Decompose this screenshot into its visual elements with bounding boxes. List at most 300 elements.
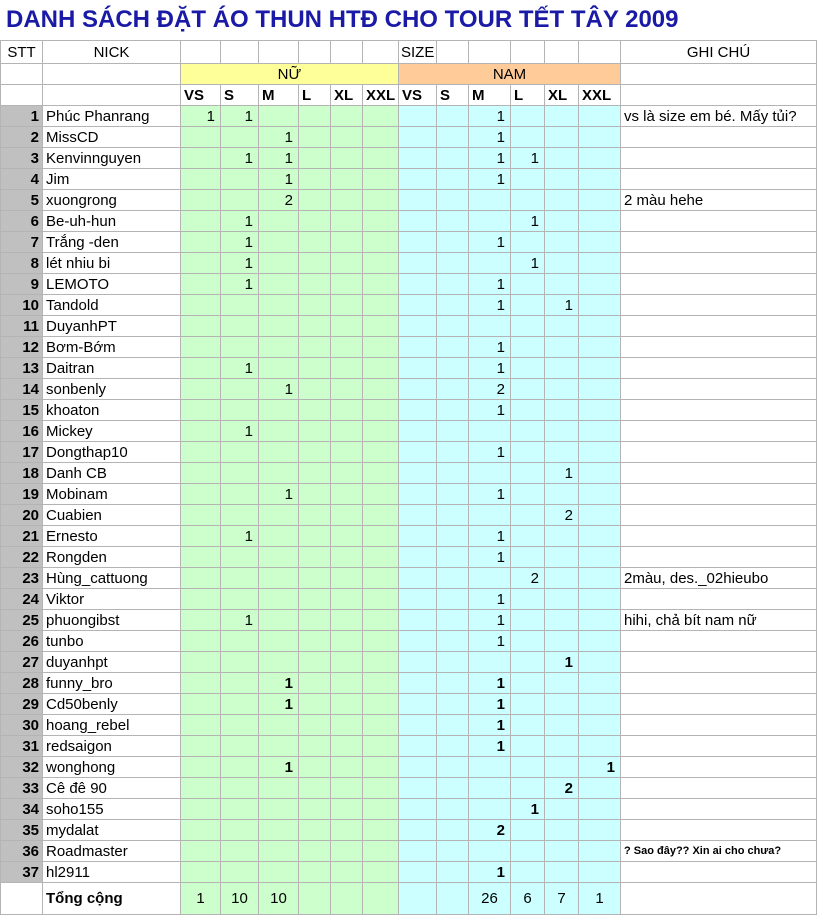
qty-nam-l bbox=[511, 463, 545, 484]
table-row bbox=[1, 736, 817, 757]
table-row bbox=[1, 358, 817, 379]
nick-cell: Tandold bbox=[43, 295, 181, 316]
row-number: 11 bbox=[1, 316, 43, 337]
qty-nu-xxl bbox=[363, 127, 399, 148]
row-number: 22 bbox=[1, 547, 43, 568]
qty-nu-m bbox=[259, 841, 299, 862]
qty-nam-vs bbox=[399, 169, 437, 190]
table-row bbox=[1, 463, 817, 484]
qty-nam-xl bbox=[545, 715, 579, 736]
qty-nu-xxl bbox=[363, 526, 399, 547]
qty-nam-m: 1 bbox=[469, 631, 511, 652]
qty-nam-xl: 1 bbox=[545, 295, 579, 316]
qty-nu-vs bbox=[181, 190, 221, 211]
qty-nam-l bbox=[511, 505, 545, 526]
qty-nu-m bbox=[259, 547, 299, 568]
qty-nu-m bbox=[259, 862, 299, 883]
qty-nam-xxl bbox=[579, 106, 621, 127]
qty-nam-xxl bbox=[579, 232, 621, 253]
qty-nu-s bbox=[221, 631, 259, 652]
nick-cell: mydalat bbox=[43, 820, 181, 841]
qty-nu-m bbox=[259, 526, 299, 547]
qty-nu-m: 1 bbox=[259, 757, 299, 778]
nick-cell: Trắng -den bbox=[43, 232, 181, 253]
qty-nu-m bbox=[259, 337, 299, 358]
qty-nu-m bbox=[259, 736, 299, 757]
qty-nam-s bbox=[437, 736, 469, 757]
row-number: 24 bbox=[1, 589, 43, 610]
qty-nam-vs bbox=[399, 106, 437, 127]
qty-nu-m: 1 bbox=[259, 127, 299, 148]
qty-nu-s bbox=[221, 652, 259, 673]
qty-nam-xxl bbox=[579, 211, 621, 232]
table-row bbox=[1, 232, 817, 253]
qty-nam-xl bbox=[545, 862, 579, 883]
qty-nu-m bbox=[259, 400, 299, 421]
qty-nam-xl bbox=[545, 526, 579, 547]
qty-nu-xxl bbox=[363, 694, 399, 715]
qty-nam-l bbox=[511, 400, 545, 421]
qty-nam-s bbox=[437, 652, 469, 673]
qty-nam-xl bbox=[545, 253, 579, 274]
table-row bbox=[1, 253, 817, 274]
qty-nam-xl bbox=[545, 610, 579, 631]
note-cell: ? Sao đây?? Xin ai cho chưa? bbox=[621, 841, 817, 862]
qty-nam-m: 1 bbox=[469, 337, 511, 358]
note-cell bbox=[621, 442, 817, 463]
qty-nam-xxl bbox=[579, 631, 621, 652]
qty-nu-l bbox=[299, 589, 331, 610]
qty-nu-l bbox=[299, 610, 331, 631]
qty-nu-xl bbox=[331, 316, 363, 337]
qty-nam-m: 1 bbox=[469, 484, 511, 505]
qty-nam-s bbox=[437, 379, 469, 400]
qty-nam-xl bbox=[545, 736, 579, 757]
qty-nam-l bbox=[511, 484, 545, 505]
qty-nu-vs bbox=[181, 862, 221, 883]
qty-nu-xl bbox=[331, 295, 363, 316]
qty-nu-xl bbox=[331, 211, 363, 232]
qty-nu-xxl bbox=[363, 232, 399, 253]
nick-cell: Cd50benly bbox=[43, 694, 181, 715]
qty-nu-xl bbox=[331, 841, 363, 862]
row-number: 5 bbox=[1, 190, 43, 211]
nick-cell: Jim bbox=[43, 169, 181, 190]
row-number: 20 bbox=[1, 505, 43, 526]
qty-nam-l bbox=[511, 631, 545, 652]
qty-nu-xl bbox=[331, 547, 363, 568]
note-cell bbox=[621, 127, 817, 148]
note-cell bbox=[621, 232, 817, 253]
qty-nam-s bbox=[437, 316, 469, 337]
qty-nam-xxl bbox=[579, 715, 621, 736]
qty-nam-m bbox=[469, 841, 511, 862]
qty-nu-s bbox=[221, 673, 259, 694]
qty-nam-xl bbox=[545, 820, 579, 841]
table-row bbox=[1, 316, 817, 337]
table-row bbox=[1, 295, 817, 316]
qty-nu-s bbox=[221, 484, 259, 505]
qty-nu-m bbox=[259, 295, 299, 316]
qty-nu-l bbox=[299, 148, 331, 169]
qty-nu-xxl bbox=[363, 589, 399, 610]
table-row bbox=[1, 400, 817, 421]
qty-nam-l bbox=[511, 841, 545, 862]
qty-nu-xl bbox=[331, 253, 363, 274]
qty-nam-l bbox=[511, 589, 545, 610]
qty-nu-s bbox=[221, 295, 259, 316]
qty-nu-xxl bbox=[363, 253, 399, 274]
total-nam-m: 26 bbox=[469, 883, 511, 915]
note-cell bbox=[621, 379, 817, 400]
qty-nu-xxl bbox=[363, 862, 399, 883]
qty-nam-l: 2 bbox=[511, 568, 545, 589]
table-row bbox=[1, 379, 817, 400]
qty-nam-vs bbox=[399, 316, 437, 337]
qty-nam-vs bbox=[399, 526, 437, 547]
note-cell: hihi, chả bít nam nữ bbox=[621, 610, 817, 631]
qty-nam-m bbox=[469, 757, 511, 778]
qty-nu-s bbox=[221, 169, 259, 190]
qty-nu-l bbox=[299, 232, 331, 253]
table-row bbox=[1, 547, 817, 568]
qty-nam-xxl bbox=[579, 736, 621, 757]
qty-nu-m: 1 bbox=[259, 379, 299, 400]
qty-nam-m: 1 bbox=[469, 127, 511, 148]
note-cell bbox=[621, 799, 817, 820]
qty-nu-s bbox=[221, 568, 259, 589]
qty-nam-xxl bbox=[579, 652, 621, 673]
qty-nam-l bbox=[511, 316, 545, 337]
qty-nam-xl bbox=[545, 841, 579, 862]
qty-nam-l bbox=[511, 106, 545, 127]
table-row bbox=[1, 694, 817, 715]
row-number: 25 bbox=[1, 610, 43, 631]
qty-nu-s: 1 bbox=[221, 274, 259, 295]
nick-cell: Mobinam bbox=[43, 484, 181, 505]
sheet-title: DANH SÁCH ĐẶT ÁO THUN HTĐ CHO TOUR TẾT TÂY 2009 bbox=[6, 6, 679, 33]
note-cell bbox=[621, 463, 817, 484]
nick-cell: Phúc Phanrang bbox=[43, 106, 181, 127]
qty-nam-m bbox=[469, 778, 511, 799]
nick-cell: Viktor bbox=[43, 589, 181, 610]
row-number: 1 bbox=[1, 106, 43, 127]
qty-nu-s bbox=[221, 694, 259, 715]
nick-cell: Rongden bbox=[43, 547, 181, 568]
qty-nam-xl: 2 bbox=[545, 778, 579, 799]
qty-nam-s bbox=[437, 232, 469, 253]
nick-cell: LEMOTO bbox=[43, 274, 181, 295]
qty-nu-xl bbox=[331, 715, 363, 736]
qty-nam-s bbox=[437, 421, 469, 442]
qty-nu-xxl bbox=[363, 358, 399, 379]
qty-nam-xxl bbox=[579, 841, 621, 862]
qty-nam-m: 2 bbox=[469, 379, 511, 400]
qty-nu-l bbox=[299, 736, 331, 757]
qty-nam-xxl bbox=[579, 799, 621, 820]
qty-nam-l bbox=[511, 337, 545, 358]
row-number: 35 bbox=[1, 820, 43, 841]
qty-nam-m bbox=[469, 652, 511, 673]
qty-nu-m: 1 bbox=[259, 484, 299, 505]
table-row bbox=[1, 526, 817, 547]
total-nu-s: 10 bbox=[221, 883, 259, 915]
qty-nam-vs bbox=[399, 862, 437, 883]
table-row bbox=[1, 148, 817, 169]
row-number: 8 bbox=[1, 253, 43, 274]
qty-nu-xl bbox=[331, 757, 363, 778]
qty-nam-s bbox=[437, 862, 469, 883]
qty-nu-m bbox=[259, 274, 299, 295]
table-row bbox=[1, 862, 817, 883]
nick-cell: Dongthap10 bbox=[43, 442, 181, 463]
qty-nu-s bbox=[221, 547, 259, 568]
qty-nu-l bbox=[299, 631, 331, 652]
qty-nam-s bbox=[437, 127, 469, 148]
qty-nam-xxl bbox=[579, 253, 621, 274]
table-row bbox=[1, 652, 817, 673]
qty-nam-s bbox=[437, 799, 469, 820]
qty-nu-xxl bbox=[363, 463, 399, 484]
qty-nam-xl bbox=[545, 358, 579, 379]
qty-nam-s bbox=[437, 358, 469, 379]
qty-nu-xxl bbox=[363, 169, 399, 190]
qty-nam-xl: 1 bbox=[545, 652, 579, 673]
table-row bbox=[1, 274, 817, 295]
qty-nu-xl bbox=[331, 736, 363, 757]
qty-nam-s bbox=[437, 526, 469, 547]
total-nam-xl: 7 bbox=[545, 883, 579, 915]
note-cell bbox=[621, 274, 817, 295]
qty-nu-m bbox=[259, 589, 299, 610]
qty-nu-vs bbox=[181, 568, 221, 589]
qty-nam-s bbox=[437, 673, 469, 694]
totals-row bbox=[1, 883, 817, 915]
row-number: 16 bbox=[1, 421, 43, 442]
nick-cell: khoaton bbox=[43, 400, 181, 421]
qty-nam-vs bbox=[399, 190, 437, 211]
nick-cell: lét nhiu bi bbox=[43, 253, 181, 274]
qty-nu-vs bbox=[181, 463, 221, 484]
qty-nu-xxl bbox=[363, 421, 399, 442]
row-number: 10 bbox=[1, 295, 43, 316]
qty-nu-xl bbox=[331, 484, 363, 505]
qty-nam-s bbox=[437, 148, 469, 169]
qty-nam-vs bbox=[399, 463, 437, 484]
qty-nam-xl bbox=[545, 568, 579, 589]
qty-nam-vs bbox=[399, 295, 437, 316]
qty-nam-s bbox=[437, 337, 469, 358]
header-row bbox=[1, 41, 817, 64]
qty-nu-l bbox=[299, 757, 331, 778]
qty-nu-l bbox=[299, 652, 331, 673]
qty-nam-xl bbox=[545, 400, 579, 421]
qty-nu-l bbox=[299, 337, 331, 358]
row-number: 29 bbox=[1, 694, 43, 715]
qty-nu-s bbox=[221, 337, 259, 358]
table-row bbox=[1, 673, 817, 694]
qty-nu-xl bbox=[331, 526, 363, 547]
nick-cell: hl2911 bbox=[43, 862, 181, 883]
qty-nam-xxl bbox=[579, 820, 621, 841]
qty-nam-vs bbox=[399, 148, 437, 169]
qty-nam-s bbox=[437, 505, 469, 526]
qty-nu-xxl bbox=[363, 778, 399, 799]
row-number: 15 bbox=[1, 400, 43, 421]
nick-cell: DuyanhPT bbox=[43, 316, 181, 337]
qty-nam-m: 1 bbox=[469, 862, 511, 883]
nick-cell: Kenvinnguyen bbox=[43, 148, 181, 169]
qty-nam-s bbox=[437, 568, 469, 589]
qty-nam-l bbox=[511, 232, 545, 253]
qty-nam-vs bbox=[399, 778, 437, 799]
qty-nam-m bbox=[469, 316, 511, 337]
qty-nu-m: 2 bbox=[259, 190, 299, 211]
qty-nu-vs bbox=[181, 526, 221, 547]
nick-cell: phuongibst bbox=[43, 610, 181, 631]
qty-nu-s bbox=[221, 442, 259, 463]
qty-nam-xl bbox=[545, 757, 579, 778]
qty-nu-xl bbox=[331, 778, 363, 799]
qty-nu-m bbox=[259, 316, 299, 337]
qty-nu-s bbox=[221, 820, 259, 841]
qty-nu-xxl bbox=[363, 148, 399, 169]
qty-nam-l bbox=[511, 442, 545, 463]
qty-nu-m: 1 bbox=[259, 169, 299, 190]
qty-nam-xl bbox=[545, 316, 579, 337]
row-number: 7 bbox=[1, 232, 43, 253]
qty-nu-l bbox=[299, 505, 331, 526]
qty-nu-s: 1 bbox=[221, 358, 259, 379]
qty-nam-xl: 1 bbox=[545, 463, 579, 484]
size-nam-vs: VS bbox=[399, 85, 437, 106]
qty-nam-xl bbox=[545, 127, 579, 148]
qty-nam-xl: 2 bbox=[545, 505, 579, 526]
note-cell bbox=[621, 211, 817, 232]
note-cell bbox=[621, 253, 817, 274]
qty-nu-m bbox=[259, 232, 299, 253]
note-cell bbox=[621, 148, 817, 169]
qty-nam-s bbox=[437, 841, 469, 862]
qty-nu-l bbox=[299, 463, 331, 484]
table-row bbox=[1, 484, 817, 505]
qty-nam-vs bbox=[399, 757, 437, 778]
table-row bbox=[1, 820, 817, 841]
qty-nam-s bbox=[437, 757, 469, 778]
qty-nu-xl bbox=[331, 106, 363, 127]
total-nu-vs: 1 bbox=[181, 883, 221, 915]
qty-nam-xxl bbox=[579, 190, 621, 211]
qty-nu-xl bbox=[331, 694, 363, 715]
qty-nu-xl bbox=[331, 169, 363, 190]
qty-nam-l: 1 bbox=[511, 799, 545, 820]
row-number: 23 bbox=[1, 568, 43, 589]
order-table bbox=[0, 40, 817, 915]
note-cell bbox=[621, 715, 817, 736]
qty-nam-m bbox=[469, 190, 511, 211]
qty-nam-xxl bbox=[579, 421, 621, 442]
table-row bbox=[1, 106, 817, 127]
qty-nu-s bbox=[221, 799, 259, 820]
nick-cell: MissCD bbox=[43, 127, 181, 148]
qty-nu-xxl bbox=[363, 442, 399, 463]
row-number: 28 bbox=[1, 673, 43, 694]
qty-nam-vs bbox=[399, 799, 437, 820]
qty-nam-vs bbox=[399, 358, 437, 379]
qty-nam-xl bbox=[545, 169, 579, 190]
qty-nu-vs bbox=[181, 694, 221, 715]
size-nam-s: S bbox=[437, 85, 469, 106]
total-nam-vs bbox=[399, 883, 437, 915]
table-row bbox=[1, 169, 817, 190]
table-row bbox=[1, 421, 817, 442]
qty-nam-s bbox=[437, 190, 469, 211]
qty-nam-vs bbox=[399, 400, 437, 421]
qty-nam-l bbox=[511, 379, 545, 400]
qty-nam-vs bbox=[399, 127, 437, 148]
qty-nu-xl bbox=[331, 505, 363, 526]
qty-nam-m bbox=[469, 211, 511, 232]
qty-nu-vs bbox=[181, 400, 221, 421]
qty-nu-xxl bbox=[363, 799, 399, 820]
note-header: GHI CHÚ bbox=[621, 41, 817, 64]
qty-nu-vs bbox=[181, 505, 221, 526]
qty-nu-m bbox=[259, 421, 299, 442]
size-row bbox=[1, 85, 817, 106]
qty-nam-m: 1 bbox=[469, 106, 511, 127]
qty-nu-xl bbox=[331, 421, 363, 442]
qty-nam-m: 1 bbox=[469, 148, 511, 169]
qty-nam-xl bbox=[545, 631, 579, 652]
nick-cell: Hùng_cattuong bbox=[43, 568, 181, 589]
qty-nam-xl bbox=[545, 274, 579, 295]
table-row bbox=[1, 631, 817, 652]
qty-nam-xl bbox=[545, 694, 579, 715]
qty-nam-s bbox=[437, 400, 469, 421]
qty-nam-m: 1 bbox=[469, 295, 511, 316]
qty-nam-m: 2 bbox=[469, 820, 511, 841]
qty-nam-l bbox=[511, 757, 545, 778]
qty-nam-xl bbox=[545, 232, 579, 253]
nick-cell: Roadmaster bbox=[43, 841, 181, 862]
qty-nu-vs bbox=[181, 589, 221, 610]
note-cell bbox=[621, 862, 817, 883]
qty-nam-xxl bbox=[579, 274, 621, 295]
row-number: 30 bbox=[1, 715, 43, 736]
note-cell bbox=[621, 484, 817, 505]
qty-nu-m bbox=[259, 505, 299, 526]
qty-nu-vs bbox=[181, 841, 221, 862]
qty-nam-m: 1 bbox=[469, 736, 511, 757]
qty-nu-vs bbox=[181, 799, 221, 820]
qty-nu-xl bbox=[331, 442, 363, 463]
qty-nam-vs bbox=[399, 547, 437, 568]
qty-nu-xxl bbox=[363, 841, 399, 862]
size-nu-s: S bbox=[221, 85, 259, 106]
row-number: 37 bbox=[1, 862, 43, 883]
qty-nam-l bbox=[511, 526, 545, 547]
qty-nam-xxl bbox=[579, 589, 621, 610]
qty-nam-xl bbox=[545, 190, 579, 211]
qty-nam-m: 1 bbox=[469, 547, 511, 568]
note-cell bbox=[621, 169, 817, 190]
qty-nam-l bbox=[511, 295, 545, 316]
qty-nam-l: 1 bbox=[511, 148, 545, 169]
qty-nu-vs bbox=[181, 211, 221, 232]
qty-nu-xxl bbox=[363, 379, 399, 400]
qty-nam-l: 1 bbox=[511, 211, 545, 232]
qty-nam-l bbox=[511, 610, 545, 631]
